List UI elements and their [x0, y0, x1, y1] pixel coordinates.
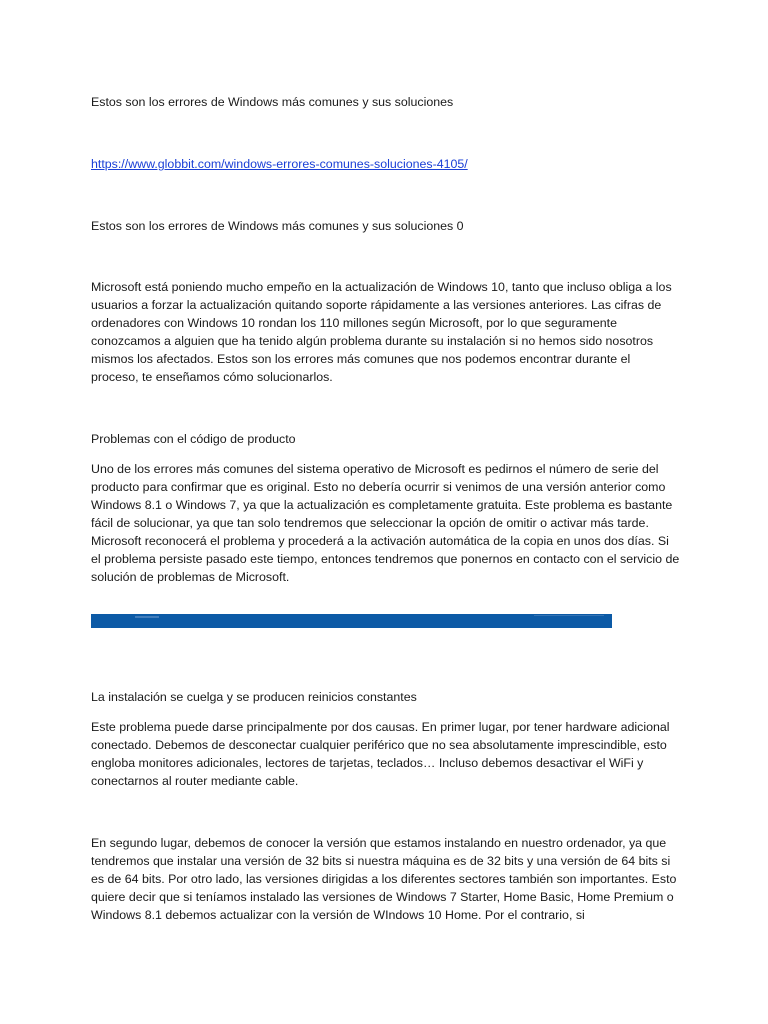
product-code-paragraph: Uno de los errores más comunes del sistema operativo de Microsoft es pedirnos el número de serie del producto para confirmar que es original. Esto no debería ocurrir si venimos de una versión anterior como Windows 8.1 o Windows 7, ya que la actualización es completamente gratuita. Este problema es bastante fácil de solucionar, ya que tan solo tendremos que seleccionar la opción de omitir o activar más tarde. Microsoft reconocerá el problema y procederá a la activación automática de la copia en unos dos días. Si el problema persiste pasado este tiempo, entonces tendremos que ponernos en contacto con el servicio de solución de problemas de Microsoft. [91, 462, 680, 584]
intro-paragraph: Microsoft está poniendo mucho empeño en la actualización de Windows 10, tanto que incluso obliga a los usuarios a forzar la actualización quitando soporte rápidamente a las versiones anteriores. Las cifras de ordenadores con Windows 10 rondan los 110 millones según Microsoft, por lo que seguramente conozcamos a alguien que ha tenido algún problema durante su instalación si no hemos sido nosotros mismos los afectados. Estos son los errores más comunes que nos podemos encontrar durante el proceso, te enseñamos cómo solucionarlos. [91, 280, 672, 384]
banner-mark-left [135, 616, 159, 618]
installation-paragraph-2: En segundo lugar, debemos de conocer la versión que estamos instalando en nuestro ordenador, ya que tendremos que instalar una versión de 32 bits si nuestra máquina es de 32 bits y una versión de 64 bits si es de 64 bits. Por otro lado, las versiones dirigidas a los diferentes sectores también son importantes. Esto quiere decir que si teníamos instalado las versiones de Windows 7 Starter, Home Basic, Home Premium o Windows 8.1 debemos actualizar con la versión de WIndows 10 Home. Por el contrario, si [91, 836, 677, 922]
section-heading-installation: La instalación se cuelga y se producen reinicios constantes [91, 690, 417, 704]
banner-mark-right [534, 615, 604, 616]
document-subtitle: Estos son los errores de Windows más comunes y sus soluciones 0 [91, 219, 464, 233]
installation-paragraph-1: Este problema puede darse principalmente por dos causas. En primer lugar, por tener hardware adicional conectado. Debemos de desconectar cualquier periférico que no sea absolutamente imprescindible, esto engloba monitores adicionales, lectores de tarjetas, teclados… Incluso debemos desactivar el WiFi y conectarnos al router mediante cable. [91, 720, 670, 788]
section-heading-product-code: Problemas con el código de producto [91, 432, 296, 446]
document-title: Estos son los errores de Windows más comunes y sus soluciones [91, 95, 454, 109]
embedded-image-banner [91, 614, 612, 628]
source-link[interactable]: https://www.globbit.com/windows-errores-comunes-soluciones-4105/ [91, 157, 468, 171]
